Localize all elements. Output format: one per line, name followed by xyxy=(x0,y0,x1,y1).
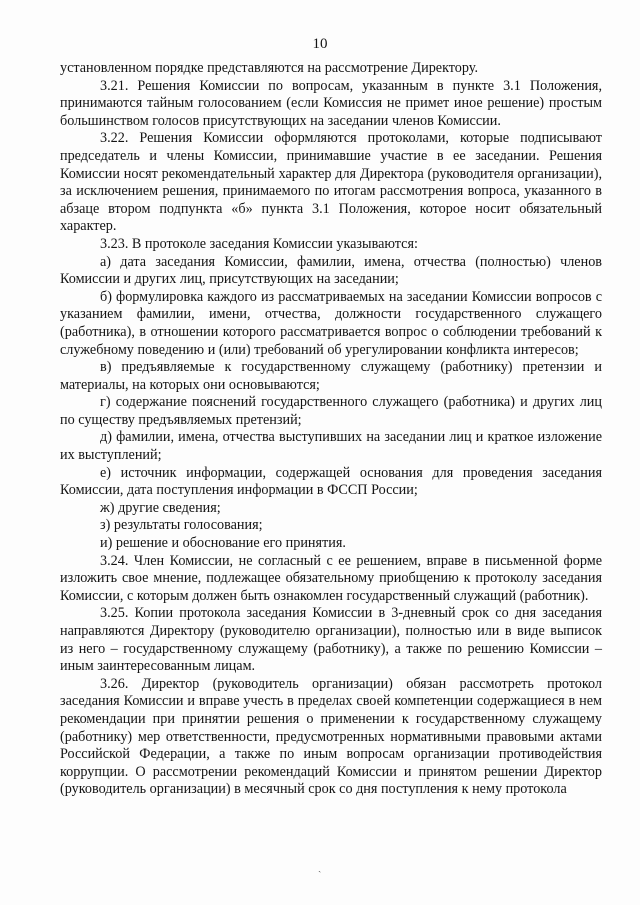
paragraph: з) результаты голосования; xyxy=(100,517,263,534)
paragraph: б) формулировка каждого из рассматриваемых на заседании Комиссии вопросов с указанием фамилии, имени, отчества, должности государственного служащего (работника), в отношении которого рассматривается вопрос о соблюдении требований к служебному поведению и (или) требований об урегулировании конфликта интересов; xyxy=(60,288,602,358)
paragraph: установленном порядке представляются на рассмотрение Директору. xyxy=(60,60,479,76)
paragraph: в) предъявляемые к государственному служащему (работнику) претензии и материалы, на которых они основываются; xyxy=(60,359,602,393)
paragraph: 3.23. В протоколе заседания Комиссии указываются: xyxy=(100,235,418,252)
paragraph: ж) другие сведения; xyxy=(100,499,221,516)
paragraph: 3.22. Решения Комиссии оформляются протоколами, которые подписывают председатель и члены Комиссии, принимавшие участие в ее заседании. Решения Комиссии носят рекомендательный характер для Директора (руководителя организации), за исключением решения, принимаемого по итогам рассмотрения вопроса, указанного в абзаце втором подпункта «б» пункта 3.1 Положения, которое носит обязательный характер. xyxy=(60,130,602,235)
paragraph: 3.21. Решения Комиссии по вопросам, указанным в пункте 3.1 Положения, принимаются тайным голосованием (если Комиссия не примет иное решение) простым большинством голосов присутствующих на заседании членов Комиссии. xyxy=(60,77,602,129)
paragraph: 3.24. Член Комиссии, не согласный с ее решением, вправе в письменной форме изложить свое мнение, подлежащее обязательному приобщению к протоколу заседания Комиссии, с которым должен быть ознакомлен государственный служащий (работник). xyxy=(60,552,602,604)
scan-mark: ˎ xyxy=(318,862,322,873)
page-number: 10 xyxy=(312,36,328,52)
paragraph: г) содержание пояснений государственного служащего (работника) и других лиц по существу предъявляемых претензий; xyxy=(60,394,602,428)
paragraph: 3.25. Копии протокола заседания Комиссии в 3-дневный срок со дня заседания направляются Директору (руководителю организации), полностью или в виде выписок из него – государственному служащему (работнику), а также по решению Комиссии – иным заинтересованным лицам. xyxy=(60,605,602,675)
paragraph: д) фамилии, имена, отчества выступивших на заседании лиц и краткое изложение их выступлений; xyxy=(60,429,602,464)
paragraph: 3.26. Директор (руководитель организации) обязан рассмотреть протокол заседания Комиссии и вправе учесть в пределах своей компетенции содержащиеся в нем рекомендации при принятии решения о применении к государственному служащему (работнику) мер ответственности, предусмотренных нормативными правовыми актами Российской Федерации, а также по иным вопросам организации противодействия коррупции. О рассмотрении рекомендаций Комиссии и принятом решении Директор (руководитель организации) в месячный срок со дня поступления к нему протокола xyxy=(60,675,602,798)
paragraph: и) решение и обоснование его принятия. xyxy=(100,535,346,552)
paragraph: а) дата заседания Комиссии, фамилии, имена, отчества (полностью) членов Комиссии и других лиц, присутствующих на заседании; xyxy=(60,253,602,288)
paragraph: е) источник информации, содержащей основания для проведения заседания Комиссии, дата поступления информации в ФССП России; xyxy=(60,464,602,499)
document-body xyxy=(60,60,602,799)
